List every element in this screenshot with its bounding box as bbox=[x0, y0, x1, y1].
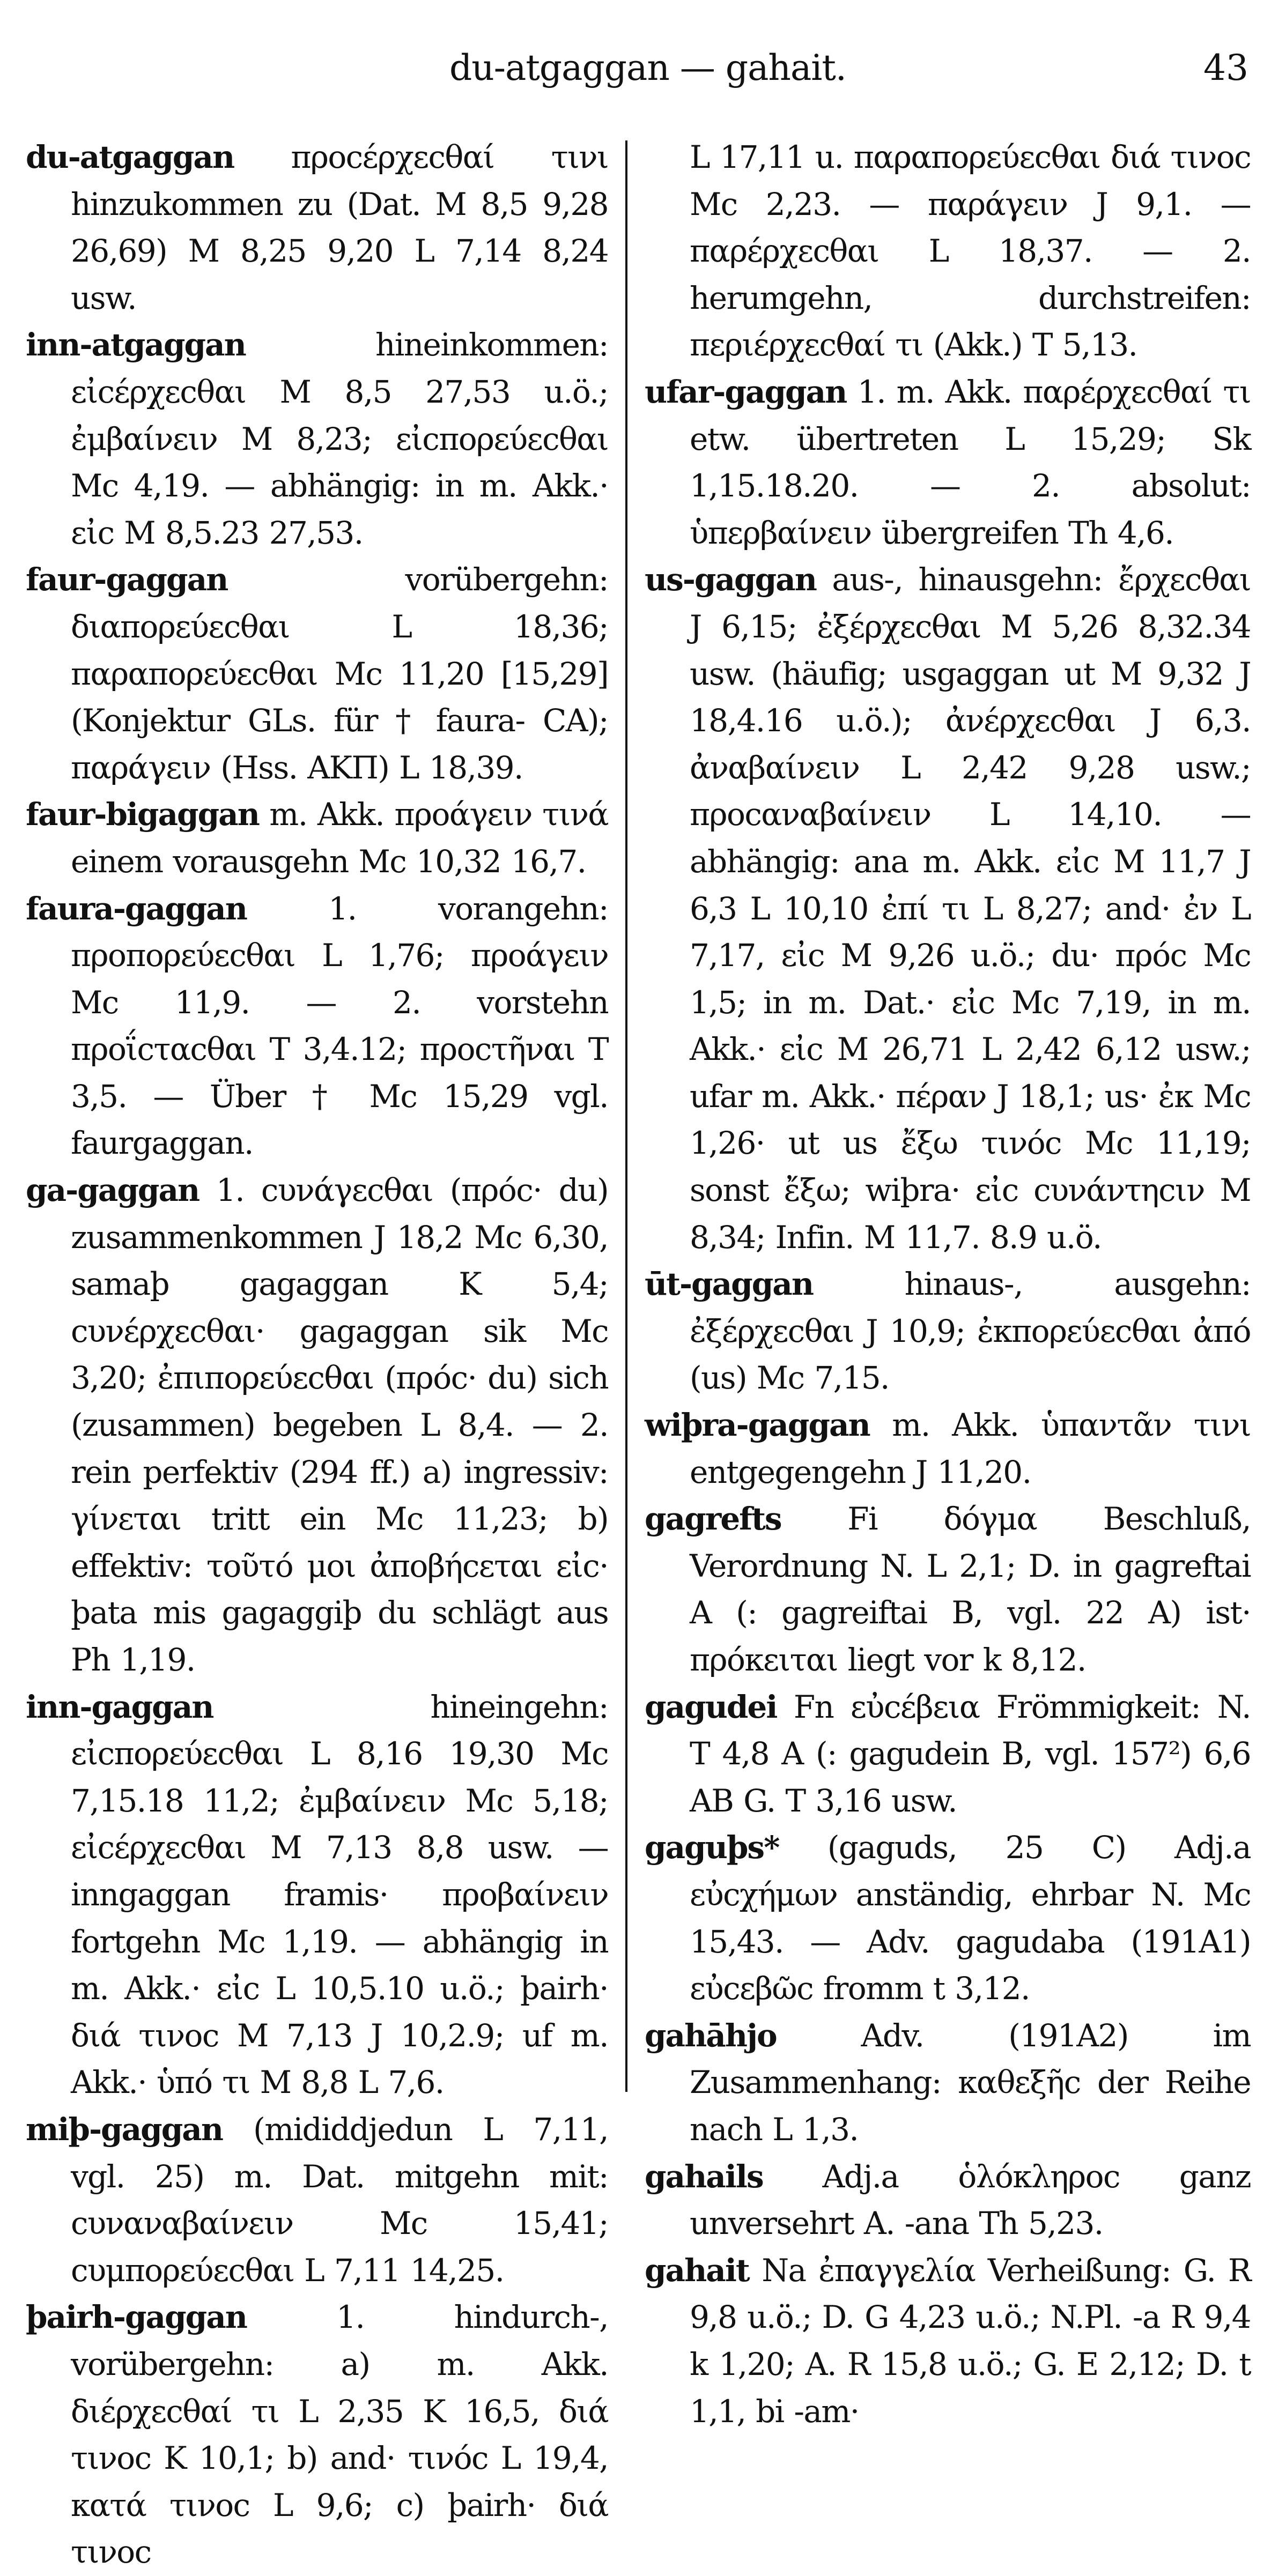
entry-body: Fn εὐcέβεια Frömmigkeit: N. T 4,8 A (: gagudein B, vgl. 157²) 6,6 AB G. T 3,16 usw. bbox=[690, 1688, 1251, 1819]
headword: wiþra-gaggan bbox=[645, 1407, 870, 1444]
entry-body: vorübergehn: διαπορεύεcθαι L 18,36; παραπορεύεcθαι Mc 11,20 [15,29] (Konjektur GLs. für † faura- CA); παράγειν (Hss. AKΠ) L 18,39. bbox=[71, 561, 608, 786]
running-header bbox=[0, 47, 1271, 95]
entry-body: L 17,11 u. παραπορεύεcθαι διά τινοc Mc 2,23. — παράγειν J 9,1. — παρέρχεcθαι L 18,37. — 2. herumgehn, durchstreifen: περιέρχεcθαί τι (Akk.) T 5,13. bbox=[690, 139, 1251, 363]
entry-body: (gaguds, 25 C) Adj.a εὐcχήμων anständig, ehrbar N. Mc 15,43. — Adv. gagudaba (191A1) εὐcεβῶc fromm t 3,12. bbox=[690, 1829, 1251, 2007]
headword: faur-gaggan bbox=[26, 561, 228, 598]
entry-body: hineingehn: εἰcπορεύεcθαι L 8,16 19,30 Mc 7,15.18 11,2; ἐμβαίνειν Mc 5,18; εἰcέρχεcθαι M 7,13 8,8 usw. — inngaggan framis· προβαίνειν fortgehn Mc 1,19. — abhängig in m. Akk.· εἰc L 10,5.10 u.ö.; þairh· διά τινοc M 7,13 J 10,2.9; uf m. Akk.· ὑπό τι M 8,8 L 7,6. bbox=[71, 1688, 608, 2101]
entry-faur-gaggan bbox=[26, 556, 608, 791]
entry-body: hineinkommen: εἰcέρχεcθαι M 8,5 27,53 u.ö.; ἐμβαίνειν M 8,23; εἰcπορεύεcθαι Mc 4,19. — abhängig: in m. Akk.· εἰc M 8,5.23 27,53. bbox=[71, 326, 608, 551]
headword: miþ-gaggan bbox=[26, 2111, 223, 2148]
entry-body: (mididdjedun L 7,11, vgl. 25) m. Dat. mitgehn mit: cυναναβαίνειν Mc 15,41; cυμπορεύεcθαι L 7,11 14,25. bbox=[71, 2111, 608, 2289]
entry-faur-bigaggan bbox=[26, 791, 608, 885]
entry-body: Adv. (191A2) im Zusammenhang: καθεξῆc der Reihe nach L 1,3. bbox=[690, 2017, 1251, 2148]
headword: inn-atgaggan bbox=[26, 326, 246, 363]
headword: faura-gaggan bbox=[26, 890, 247, 927]
entry-ut-gaggan bbox=[645, 1261, 1251, 1402]
entry-faura-gaggan bbox=[26, 886, 608, 1168]
headword: ūt-gaggan bbox=[645, 1266, 814, 1303]
entry-body: Na ἐπαγγελία Verheißung: G. R 9,8 u.ö.; D. G 4,23 u.ö.; N.Pl. -a R 9,4 k 1,20; A. R 15,8 u.ö.; G. E 2,12; D. t 1,1, bi -am· bbox=[690, 2252, 1251, 2430]
headword: ufar-gaggan bbox=[645, 373, 847, 410]
entry-inn-atgaggan bbox=[26, 322, 608, 556]
right-column bbox=[645, 134, 1251, 2435]
entry-mith-gaggan bbox=[26, 2106, 608, 2294]
entry-gagrefts bbox=[645, 1496, 1251, 1683]
entry-gaguths bbox=[645, 1824, 1251, 2012]
headword: gaguþs* bbox=[645, 1829, 779, 1866]
entry-body: hinaus-, ausgehn: ἐξέρχεcθαι J 10,9; ἐκπορεύεcθαι ἀπό (us) Mc 7,15. bbox=[690, 1266, 1251, 1397]
headword: gahāhjo bbox=[645, 2017, 777, 2054]
entry-body: m. Akk. προάγειν τινά einem vorausgehn Mc 10,32 16,7. bbox=[71, 796, 608, 880]
headword: du-atgaggan bbox=[26, 139, 234, 175]
entry-ga-gaggan bbox=[26, 1167, 608, 1684]
entry-withra-gaggan bbox=[645, 1402, 1251, 1496]
entry-inn-gaggan bbox=[26, 1684, 608, 2106]
entry-body: aus-, hinausgehn: ἔρχεcθαι J 6,15; ἐξέρχεcθαι M 5,26 8,32.34 usw. (häufig; usgaggan ut M 9,32 J 18,4.16 u.ö.); ἀνέρχεcθαι J 6,3. ἀναβαίνειν L 2,42 9,28 usw.; προcαναβαίνειν L 14,10. — abhängig: ana m. Akk. εἰc M 11,7 J 6,3 L 10,10 ἐπί τι L 8,27; and· ἐν L 7,17, εἰc M 9,26 u.ö.; du· πρόc Mc 1,5; in m. Dat.· εἰc Mc 7,19, in m. Akk.· εἰc M 26,71 L 2,42 6,12 usw.; ufar m. Akk.· πέραν J 18,1; us· ἐκ Mc 1,26· ut us ἔξω τινόc Mc 11,19; sonst ἔξω; wiþra· εἰc cυνάντηcιν M 8,34; Infin. M 11,7. 8.9 u.ö. bbox=[690, 561, 1251, 1256]
entry-body: 1. vorangehn: προπορεύεcθαι L 1,76; προάγειν Mc 11,9. — 2. vorstehn προΐcταcθαι T 3,4.12; προcτῆναι T 3,5. — Über † Mc 15,29 vgl. faurgaggan. bbox=[71, 890, 608, 1162]
headword: gahait bbox=[645, 2252, 749, 2289]
entry-body: Fi δόγμα Beschluß, Verordnung N. L 2,1; D. in gagreftai A (: gagreiftai B, vgl. 22 A) ist· πρόκειται liegt vor k 8,12. bbox=[690, 1501, 1251, 1678]
entry-du-atgaggan bbox=[26, 134, 608, 322]
entry-gahait bbox=[645, 2247, 1251, 2435]
entry-body: 1. hindurch-, vorübergehn: a) m. Akk. διέρχεcθαί τι L 2,35 K 16,5, διά τινοc K 10,1; b) and· τινόc L 19,4, κατά τινοc L 9,6; c) þairh· διά τινοc bbox=[71, 2299, 608, 2571]
running-title: du-atgaggan — gahait. bbox=[449, 47, 846, 88]
headword: gagrefts bbox=[645, 1501, 781, 1538]
headword: faur-bigaggan bbox=[26, 796, 259, 833]
entry-us-gaggan bbox=[645, 556, 1251, 1261]
page-number: 43 bbox=[1203, 47, 1248, 88]
entry-thairh-gaggan bbox=[26, 2294, 608, 2576]
entry-body: Adj.a ὁλόκληροc ganz unversehrt A. -ana Th 5,23. bbox=[690, 2158, 1251, 2242]
headword: þairh-gaggan bbox=[26, 2299, 247, 2336]
entry-body: 1. m. Akk. παρέρχεcθαί τι etw. übertreten L 15,29; Sk 1,15.18.20. — 2. absolut: ὑπερβαίνειν übergreifen Th 4,6. bbox=[690, 373, 1251, 551]
entry-body: m. Akk. ὑπαντᾶν τινι entgegengehn J 11,20. bbox=[690, 1407, 1251, 1490]
headword: gagudei bbox=[645, 1688, 777, 1725]
left-column bbox=[26, 134, 608, 2576]
entry-gagudei bbox=[645, 1684, 1251, 1825]
entry-ufar-gaggan bbox=[645, 369, 1251, 556]
column-divider bbox=[625, 140, 627, 2092]
headword: gahails bbox=[645, 2158, 763, 2195]
headword: inn-gaggan bbox=[26, 1688, 213, 1725]
entry-body: 1. cυνάγεcθαι (πρόc· du) zusammenkommen J 18,2 Mc 6,30, samaþ gagaggan K 5,4; cυνέρχεcθαι· gagaggan sik Mc 3,20; ἐπιπορεύεcθαι (πρόc· du) sich (zusammen) begeben L 8,4. — 2. rein perfektiv (294 ff.) a) ingressiv: γίνεται tritt ein Mc 11,23; b) effektiv: τοῦτό μοι ἀποβήcεται εἰc· þata mis gagaggiþ du schlägt aus Ph 1,19. bbox=[71, 1172, 608, 1678]
headword: us-gaggan bbox=[645, 561, 816, 598]
entry-continuation bbox=[645, 134, 1251, 369]
entry-body: προcέρχεcθαί τινι hinzukommen zu (Dat. M 8,5 9,28 26,69) M 8,25 9,20 L 7,14 8,24 usw. bbox=[71, 139, 608, 316]
entry-gahails bbox=[645, 2154, 1251, 2247]
headword: ga-gaggan bbox=[26, 1172, 199, 1209]
entry-gahahjo bbox=[645, 2013, 1251, 2154]
